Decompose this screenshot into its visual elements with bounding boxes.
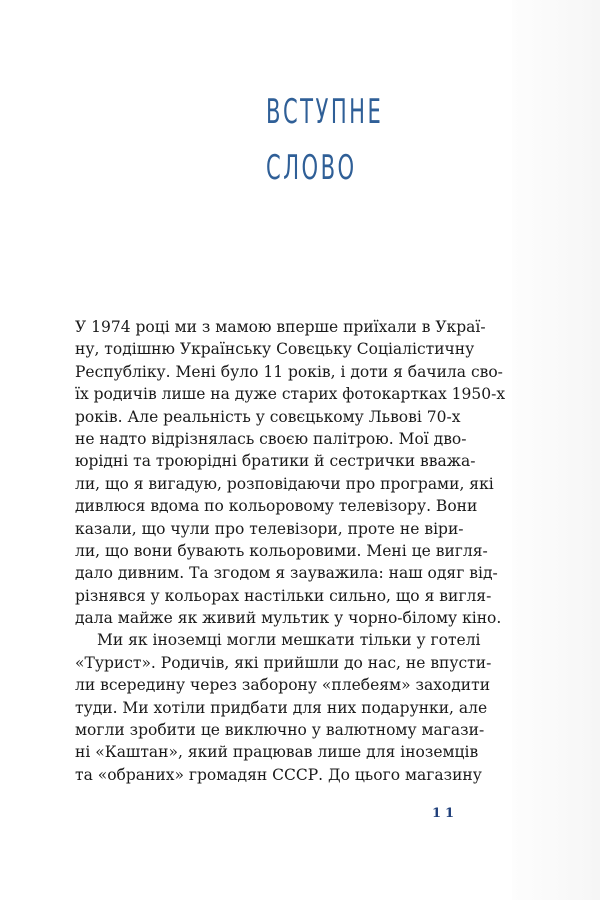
text-line: дивлюся вдома по кольоровому телевізору. Вони: [75, 497, 478, 516]
text-line: У 1974 році ми з мамою вперше приїхали в Украї-: [75, 318, 486, 336]
page-number: 11: [432, 806, 459, 821]
chapter-title-line-2: СЛОВО: [266, 148, 357, 188]
text-line: могли зробити це виключно у валютному магази-: [75, 721, 485, 740]
text-line: дало дивним. Та згодом я зауважила: наш одяг від-: [75, 564, 498, 583]
text-line: туди. Ми хотіли придбати для них подарунки, але: [75, 698, 488, 717]
text-line: казали, що чули про телевізори, проте не віри-: [75, 519, 464, 538]
text-line: та «обраних» громадян СССР. До цього магазину: [75, 765, 482, 784]
text-line: ли всередину через заборону «плебеям» заходити: [75, 676, 491, 695]
body-text: [75, 316, 506, 786]
text-line: різнявся у кольорах настільки сильно, що я вигля-: [75, 586, 492, 605]
text-line: Республіку. Мені було 11 років, і доти я бачила сво-: [75, 362, 503, 381]
page-edge-shadow: [512, 0, 600, 900]
chapter-title: [266, 84, 383, 196]
text-line: ли, що я вигадую, розповідаючи про програми, які: [75, 474, 494, 493]
chapter-title-line-1: ВСТУПНЕ: [266, 92, 384, 132]
text-line: Ми як іноземці могли мешкати тільки у готелі: [97, 631, 481, 650]
text-line: «Турист». Родичів, які прийшли до нас, не впусти-: [75, 653, 492, 672]
text-line: юрідні та троюрідні братики й сестрички вважа-: [75, 452, 476, 471]
text-line: ні «Каштан», який працював лише для іноземців: [75, 743, 479, 762]
text-line: їх родичів лише на дуже старих фотокартках 1950-х: [75, 385, 506, 404]
text-line: ну, тодішню Українську Совєцьку Соціалістичну: [75, 340, 475, 359]
text-line: ли, що вони бувають кольоровими. Мені це вигля-: [75, 541, 488, 560]
text-line: не надто відрізнялась своєю палітрою. Мої дво-: [75, 429, 467, 448]
text-line: дала майже як живий мультик у чорно-білому кіно.: [75, 609, 502, 628]
text-line: років. Але реальність у совєцькому Львові 70-х: [75, 407, 461, 426]
